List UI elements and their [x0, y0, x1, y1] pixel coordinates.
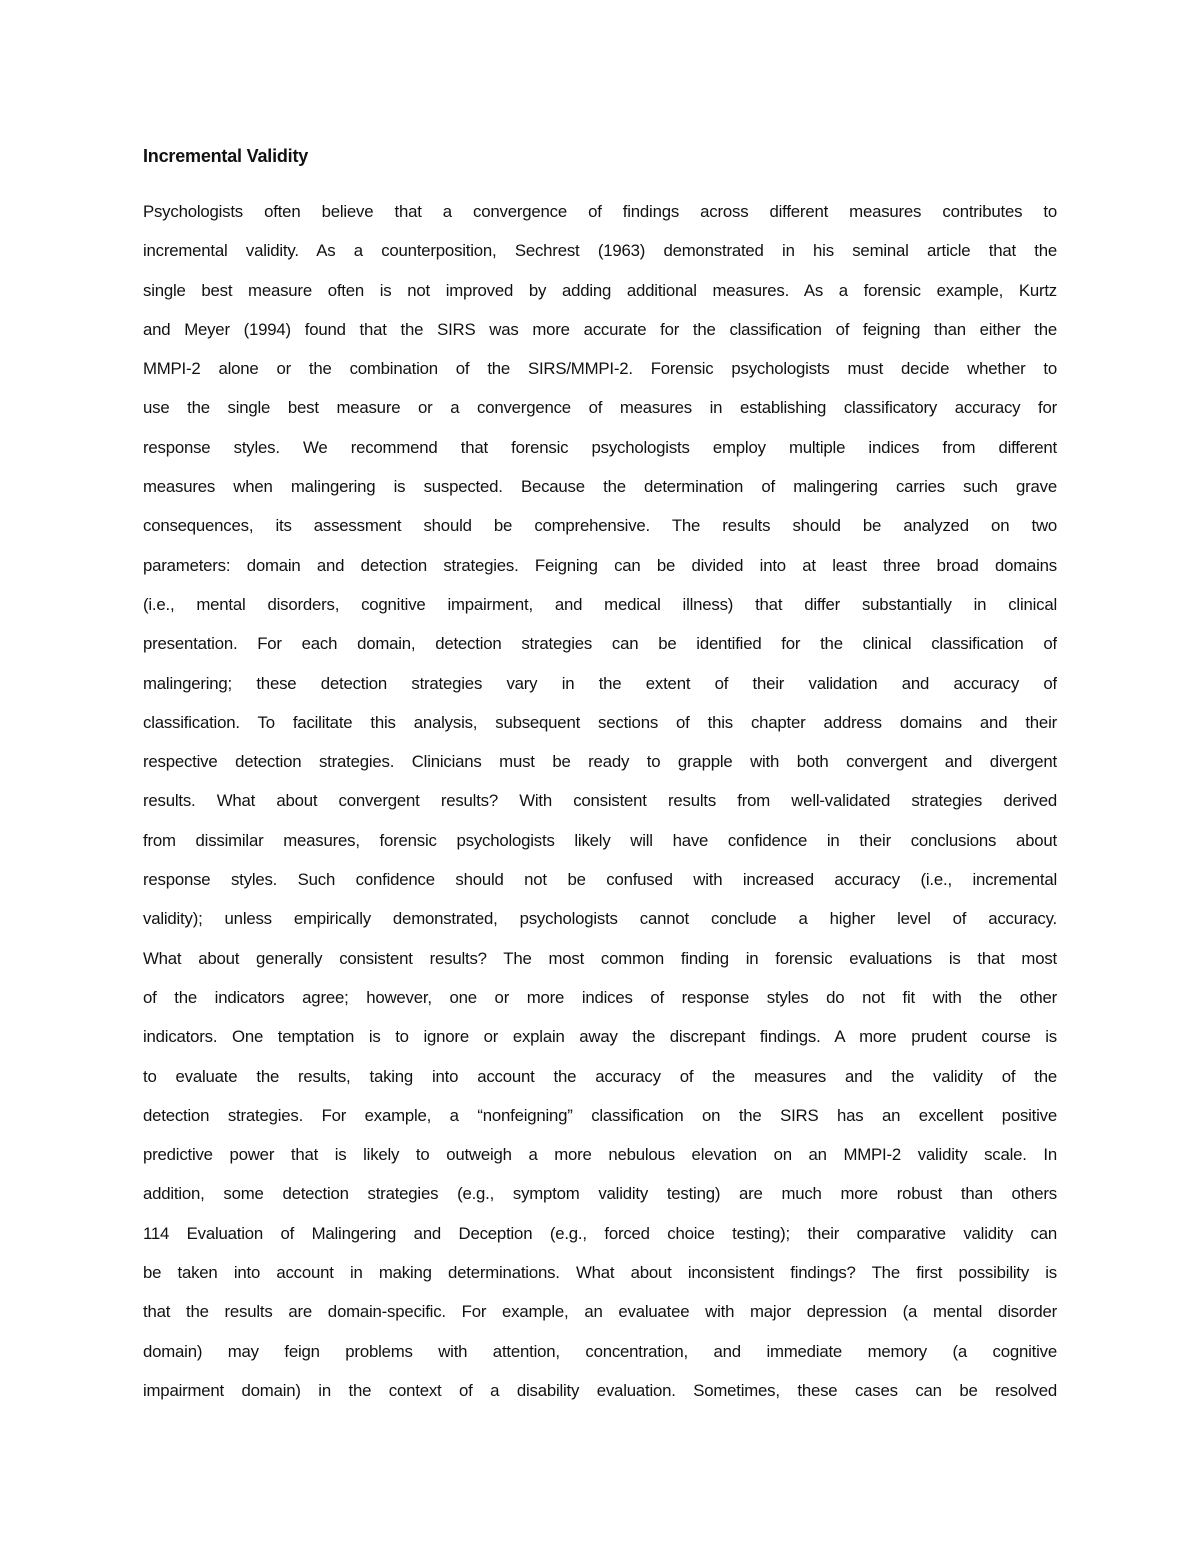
text-line: malingering; these detection strategies vary in the extent of their validation and accuracy of — [143, 673, 1057, 693]
text-line: incremental validity. As a counterposition, Sechrest (1963) demonstrated in his seminal article that the — [143, 241, 1057, 261]
text-line: results. What about convergent results? With consistent results from well-validated strategies derived — [143, 791, 1057, 811]
text-line: predictive power that is likely to outweigh a more nebulous elevation on an MMPI-2 validity scale. In — [143, 1145, 1057, 1165]
text-line: MMPI-2 alone or the combination of the SIRS/MMPI-2. Forensic psychologists must decide whether to — [143, 359, 1057, 379]
text-line: classification. To facilitate this analysis, subsequent sections of this chapter address domains and their — [143, 712, 1057, 732]
text-line: addition, some detection strategies (e.g., symptom validity testing) are much more robust than others — [143, 1184, 1057, 1204]
text-line: What about generally consistent results? The most common finding in forensic evaluations is that most — [143, 948, 1057, 968]
text-line: (i.e., mental disorders, cognitive impairment, and medical illness) that differ substantially in clinical — [143, 594, 1057, 614]
text-line: response styles. We recommend that forensic psychologists employ multiple indices from different — [143, 437, 1057, 457]
text-line: 114 Evaluation of Malingering and Deception (e.g., forced choice testing); their comparative validity can — [143, 1223, 1057, 1243]
text-line: domain) may feign problems with attention, concentration, and immediate memory (a cognitive — [143, 1341, 1057, 1361]
text-line: measures when malingering is suspected. Because the determination of malingering carries such grave — [143, 477, 1057, 497]
text-line: presentation. For each domain, detection strategies can be identified for the clinical classification of — [143, 634, 1057, 654]
text-line: consequences, its assessment should be comprehensive. The results should be analyzed on two — [143, 516, 1057, 536]
text-line: use the single best measure or a convergence of measures in establishing classificatory accuracy for — [143, 398, 1057, 418]
body-paragraph — [143, 196, 1057, 1414]
text-line: be taken into account in making determinations. What about inconsistent findings? The first possibility is — [143, 1263, 1057, 1283]
text-line: of the indicators agree; however, one or more indices of response styles do not fit with the other — [143, 987, 1057, 1007]
text-line: parameters: domain and detection strategies. Feigning can be divided into at least three broad domains — [143, 555, 1057, 575]
text-line: impairment domain) in the context of a disability evaluation. Sometimes, these cases can be resolved — [143, 1380, 1057, 1400]
text-line: response styles. Such confidence should not be confused with increased accuracy (i.e., incremental — [143, 870, 1057, 890]
text-line: to evaluate the results, taking into account the accuracy of the measures and the validity of the — [143, 1066, 1057, 1086]
text-line: and Meyer (1994) found that the SIRS was more accurate for the classification of feigning than either the — [143, 319, 1057, 339]
text-line: respective detection strategies. Clinicians must be ready to grapple with both convergent and divergent — [143, 752, 1057, 772]
text-line: detection strategies. For example, a “nonfeigning” classification on the SIRS has an excellent positive — [143, 1105, 1057, 1125]
text-line: that the results are domain-specific. For example, an evaluatee with major depression (a mental disorder — [143, 1302, 1057, 1322]
text-line: from dissimilar measures, forensic psychologists likely will have confidence in their conclusions about — [143, 830, 1057, 850]
text-line: Psychologists often believe that a convergence of findings across different measures contributes to — [143, 202, 1057, 221]
text-line: validity); unless empirically demonstrated, psychologists cannot conclude a higher level of accuracy. — [143, 909, 1057, 929]
text-line: indicators. One temptation is to ignore or explain away the discrepant findings. A more prudent course is — [143, 1027, 1057, 1047]
text-line: single best measure often is not improved by adding additional measures. As a forensic example, Kurtz — [143, 280, 1057, 300]
section-heading: Incremental Validity — [143, 146, 309, 166]
